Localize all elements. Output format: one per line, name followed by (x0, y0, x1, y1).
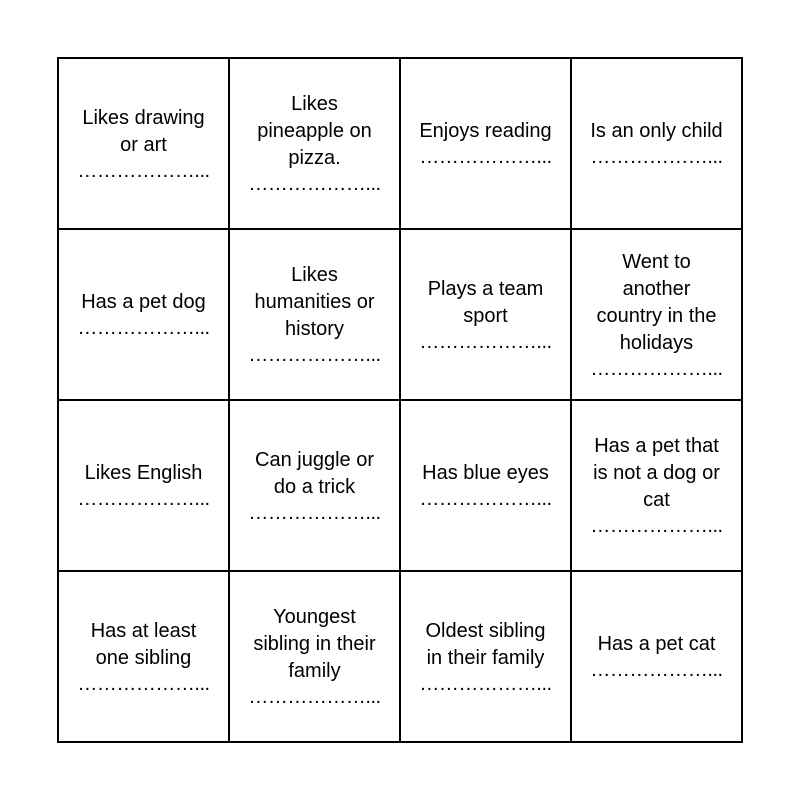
cell-prompt: Plays a team sport (427, 277, 544, 327)
cell-answer-line: ………………... (419, 146, 552, 168)
cell-prompt: Has a pet that is not a dog or cat (593, 435, 720, 511)
bingo-cell[interactable] (401, 59, 572, 230)
bingo-grid (57, 57, 743, 743)
cell-answer-line: ………………... (77, 159, 210, 182)
cell-answer-line: ………………... (77, 488, 210, 510)
bingo-cell[interactable] (230, 59, 401, 230)
cell-answer-line: ………………... (77, 317, 210, 339)
cell-answer-line: ………………... (77, 672, 210, 695)
cell-answer-line: ………………... (248, 686, 381, 708)
bingo-cell[interactable] (401, 230, 572, 401)
bingo-cell[interactable] (59, 230, 230, 401)
cell-answer-line: ………………... (590, 659, 723, 681)
cell-prompt: Has a pet dog (81, 291, 206, 313)
bingo-cell[interactable] (230, 230, 401, 401)
cell-prompt: Likes English (84, 462, 203, 484)
cell-prompt: Has at least one sibling (90, 619, 197, 669)
cell-answer-line: ………………... (590, 515, 723, 537)
bingo-cell[interactable] (401, 401, 572, 572)
cell-prompt: Has blue eyes (422, 462, 549, 484)
cell-answer-line: ………………... (590, 357, 723, 380)
cell-prompt: Enjoys reading (419, 120, 552, 142)
bingo-cell[interactable] (572, 572, 743, 743)
cell-prompt: Likes drawing or art (82, 106, 205, 156)
cell-answer-line: ………………... (419, 488, 552, 510)
cell-answer-line: ………………... (248, 501, 381, 524)
bingo-cell[interactable] (230, 401, 401, 572)
bingo-cell[interactable] (230, 572, 401, 743)
bingo-cell[interactable] (572, 230, 743, 401)
cell-answer-line: ………………... (248, 344, 381, 366)
cell-prompt: Oldest sibling in their family (425, 619, 546, 669)
cell-prompt: Is an only child (590, 120, 723, 142)
cell-answer-line: ………………... (419, 330, 552, 353)
cell-prompt: Likes pineapple on pizza. (257, 93, 372, 169)
cell-answer-line: ………………... (590, 146, 723, 168)
cell-prompt: Likes humanities or history (254, 264, 375, 340)
cell-prompt: Youngest sibling in their family (253, 606, 376, 682)
bingo-cell[interactable] (59, 401, 230, 572)
bingo-cell[interactable] (59, 59, 230, 230)
cell-prompt: Can juggle or do a trick (255, 448, 374, 498)
cell-answer-line: ………………... (248, 173, 381, 195)
cell-prompt: Has a pet cat (597, 633, 716, 655)
cell-answer-line: ………………... (419, 672, 552, 695)
cell-prompt: Went to another country in the holidays (596, 250, 717, 354)
bingo-cell[interactable] (572, 59, 743, 230)
bingo-cell[interactable] (572, 401, 743, 572)
bingo-cell[interactable] (59, 572, 230, 743)
bingo-cell[interactable] (401, 572, 572, 743)
